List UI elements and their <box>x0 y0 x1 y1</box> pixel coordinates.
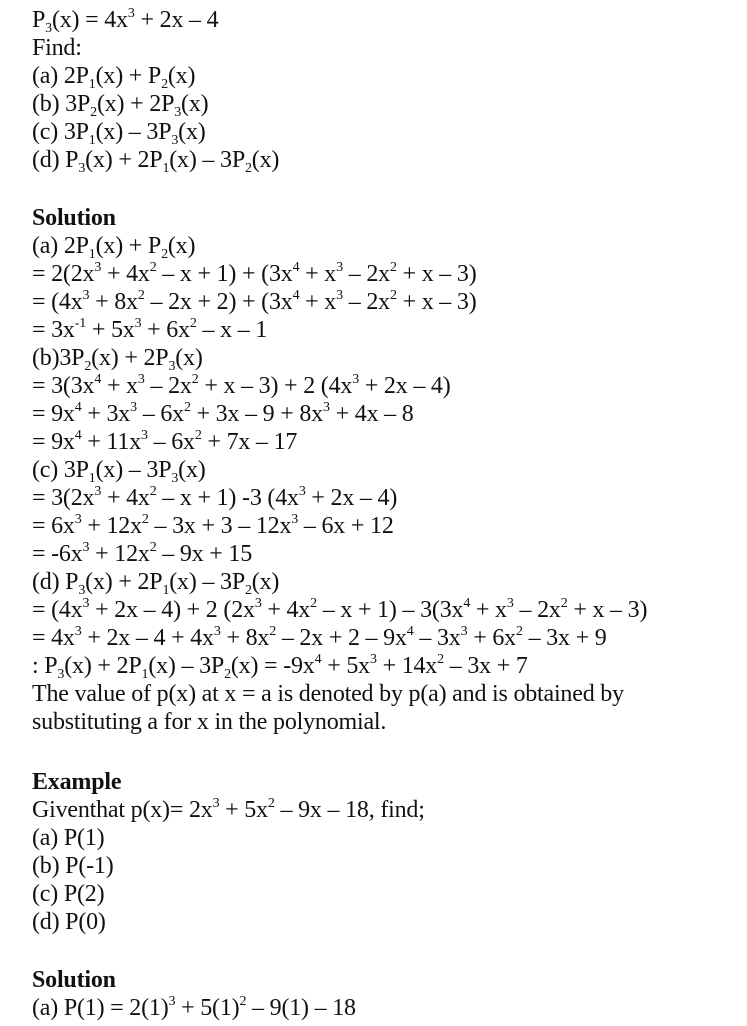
text-run: – x + 1) + (3x <box>156 261 293 287</box>
text-run: – 9x + 15 <box>156 541 253 567</box>
text-run: = (4x <box>32 289 83 315</box>
text-run: (x) <box>251 147 280 173</box>
text-run: P <box>32 7 46 33</box>
section-heading <box>32 966 116 994</box>
text-line <box>32 880 104 908</box>
text-run: + x – 3) <box>396 289 477 315</box>
text-run: – 2x <box>513 597 561 623</box>
subscript: 1 <box>88 247 96 262</box>
text-line <box>32 652 528 680</box>
exponent: 3 <box>137 372 145 387</box>
text-run: (x) <box>178 119 206 145</box>
text-line <box>32 260 477 288</box>
text-run: (x) – 3P <box>95 457 172 483</box>
exponent: 2 <box>149 260 157 275</box>
text-run: + 2x – 4 <box>134 7 219 33</box>
text-run: + 4x <box>101 485 150 511</box>
text-run: (x) + 2P <box>96 91 175 117</box>
text-run: + x – 3) <box>567 597 648 623</box>
text-run: (x) – 3P <box>148 653 225 679</box>
exponent: 4 <box>74 428 82 443</box>
subscript: 3 <box>45 21 52 36</box>
text-run: + x <box>299 261 337 287</box>
exponent: 3 <box>506 596 514 611</box>
exponent: 3 <box>460 624 468 639</box>
text-run: + 5x <box>86 317 135 343</box>
text-run: (x) + 2P <box>64 653 142 679</box>
text-line <box>32 568 279 596</box>
exponent: 3 <box>82 596 90 611</box>
text-run: (a) 2P <box>32 63 89 89</box>
subscript: 2 <box>90 105 97 120</box>
text-run: = 9x <box>32 429 75 455</box>
text-run: (a) P(1) <box>32 825 105 851</box>
text-run: + x <box>101 373 138 399</box>
subscript: 2 <box>161 247 168 262</box>
text-line <box>32 372 451 400</box>
text-line <box>32 62 195 90</box>
exponent: 3 <box>298 484 306 499</box>
exponent: 3 <box>82 288 90 303</box>
subscript: 2 <box>84 359 92 374</box>
text-run: (x) + P <box>95 63 162 89</box>
text-run: Solution <box>32 205 116 231</box>
exponent: 4 <box>406 624 414 639</box>
text-run: + 5(1) <box>175 995 240 1021</box>
text-line <box>32 994 356 1022</box>
subscript: 2 <box>224 667 231 682</box>
text-run: (x) = 4x <box>51 7 128 33</box>
exponent: 3 <box>213 624 221 639</box>
exponent: 2 <box>149 540 157 555</box>
text-run: + x – 3) + 2 (4x <box>198 373 353 399</box>
text-run: + 4x – 8 <box>329 401 414 427</box>
exponent: 3 <box>369 652 377 667</box>
text-run: (x) – 3P <box>95 119 172 145</box>
exponent: 2 <box>183 400 191 415</box>
exponent: 4 <box>314 652 322 667</box>
exponent: 3 <box>130 400 137 415</box>
exponent: 2 <box>239 994 247 1009</box>
text-run: (x) – 3P <box>169 147 245 173</box>
exponent: 3 <box>127 6 135 21</box>
text-run: + 5x <box>321 653 370 679</box>
text-run: + x <box>299 289 337 315</box>
text-run: – 3x <box>413 625 461 651</box>
text-run: (b) P(-1) <box>32 853 114 879</box>
text-run: – 3x + 7 <box>443 653 528 679</box>
text-line <box>32 6 218 34</box>
exponent: 4 <box>94 372 102 387</box>
subscript: 3 <box>57 667 65 682</box>
text-line <box>32 540 252 568</box>
text-run: – 6x + 12 <box>298 513 394 539</box>
exponent: 3 <box>134 316 142 331</box>
text-run: + 14x <box>376 653 438 679</box>
exponent: 2 <box>560 596 568 611</box>
text-line <box>32 400 414 428</box>
text-run: + 6x <box>467 625 516 651</box>
exponent: 2 <box>269 624 277 639</box>
text-run: + 2x – 4 + 4x <box>81 625 214 651</box>
subscript: 3 <box>78 161 86 176</box>
exponent: 3 <box>323 400 330 415</box>
exponent: 3 <box>291 512 299 527</box>
exponent: 2 <box>191 372 199 387</box>
text-line <box>32 852 114 880</box>
exponent: 2 <box>389 288 397 303</box>
text-run: (x) + 2P <box>91 345 169 371</box>
text-run: (x) – 3P <box>169 569 245 595</box>
text-run: (x) <box>181 91 209 117</box>
text-run: = -6x <box>32 541 83 567</box>
text-run: (x) <box>167 63 196 89</box>
text-line <box>32 484 397 512</box>
text-run: + x <box>470 597 507 623</box>
exponent: 4 <box>292 260 300 275</box>
subscript: 1 <box>162 583 170 598</box>
text-run: Find: <box>32 35 82 61</box>
text-line <box>32 146 279 174</box>
subscript: 1 <box>88 471 96 486</box>
text-run: + 4x <box>261 597 311 623</box>
text-line <box>32 288 477 316</box>
text-run: = 3(3x <box>32 373 95 399</box>
text-run: + x – 3) <box>396 261 477 287</box>
text-run: = 4x <box>32 625 75 651</box>
text-run: (d) P(0) <box>32 909 106 935</box>
exponent: 3 <box>254 596 262 611</box>
exponent: 2 <box>194 428 202 443</box>
text-line <box>32 796 425 824</box>
exponent: 3 <box>141 428 148 443</box>
subscript: 2 <box>161 77 168 92</box>
exponent: 3 <box>336 260 343 275</box>
text-run: + 2x – 4) <box>305 485 398 511</box>
text-run: – 2x <box>342 289 390 315</box>
section-heading <box>32 768 121 796</box>
text-run: – 9x – 18, find; <box>274 797 425 823</box>
text-run: (x) + P <box>95 233 162 259</box>
text-run: (x) = -9x <box>230 653 315 679</box>
text-line <box>32 824 104 852</box>
text-run: – x – 1 <box>196 317 268 343</box>
subscript: 3 <box>171 471 179 486</box>
text-run: (a) 2P <box>32 233 89 259</box>
text-run: + 2x – 4) <box>359 373 451 399</box>
subscript: 3 <box>174 105 182 120</box>
exponent: 2 <box>141 512 149 527</box>
text-run: (x) + 2P <box>85 569 163 595</box>
subscript: 2 <box>244 161 252 176</box>
text-line <box>32 512 394 540</box>
exponent: 3 <box>352 372 359 387</box>
text-line <box>32 34 82 62</box>
text-run: = 9x <box>32 401 75 427</box>
text-run: (x) <box>167 233 196 259</box>
text-line <box>32 118 206 146</box>
text-run: : P <box>32 653 58 679</box>
text-run: (x) <box>175 345 203 371</box>
text-run: + 11x <box>81 429 142 455</box>
exponent: -1 <box>74 316 87 331</box>
exponent: 3 <box>336 288 343 303</box>
text-run: = 3(2x <box>32 485 95 511</box>
exponent: 2 <box>310 596 317 611</box>
text-line <box>32 596 647 624</box>
text-run: (c) 3P <box>32 119 89 145</box>
text-run: + 2x – 4) + 2 (2x <box>89 597 255 623</box>
text-line <box>32 708 386 736</box>
text-run: Solution <box>32 967 116 993</box>
text-run: = 2(2x <box>32 261 95 287</box>
text-line <box>32 316 267 344</box>
text-run: + 5x <box>219 797 268 823</box>
text-line <box>32 680 624 708</box>
text-run: + 6x <box>141 317 190 343</box>
text-run: + 3x – 9 + 8x <box>190 401 324 427</box>
exponent: 4 <box>292 288 300 303</box>
text-run: = 3x <box>32 317 75 343</box>
text-run: The value of p(x) at x = a is denoted by p(a) and is obtained by <box>32 681 624 707</box>
exponent: 3 <box>74 512 82 527</box>
text-run: (x) + 2P <box>85 147 163 173</box>
text-line <box>32 456 206 484</box>
text-run: + 4x <box>101 261 150 287</box>
text-run: substituting a for x in the polynomial. <box>32 709 387 735</box>
exponent: 2 <box>515 624 523 639</box>
text-run: (b)3P <box>32 345 85 371</box>
exponent: 3 <box>212 796 220 811</box>
text-run: (d) P <box>32 147 79 173</box>
subscript: 1 <box>88 133 96 148</box>
exponent: 3 <box>94 484 102 499</box>
exponent: 2 <box>389 260 397 275</box>
text-run: – 2x + 2) + (3x <box>144 289 293 315</box>
subscript: 1 <box>88 77 96 92</box>
exponent: 2 <box>149 484 157 499</box>
text-line <box>32 428 297 456</box>
text-run: + 12x <box>89 541 150 567</box>
text-run: = 6x <box>32 513 75 539</box>
exponent: 2 <box>189 316 197 331</box>
exponent: 2 <box>137 288 145 303</box>
text-run: (c) 3P <box>32 457 89 483</box>
text-run: – 2x + 2 – 9x <box>276 625 407 651</box>
subscript: 1 <box>162 161 170 176</box>
text-run: (x) <box>251 569 280 595</box>
exponent: 3 <box>82 540 90 555</box>
subscript: 1 <box>141 667 149 682</box>
text-run: (b) 3P <box>32 91 91 117</box>
text-run: (d) P <box>32 569 79 595</box>
text-run: – 2x <box>144 373 192 399</box>
text-line <box>32 90 208 118</box>
text-run: (x) <box>178 457 206 483</box>
text-run: – x + 1) -3 (4x <box>156 485 299 511</box>
text-run: – 3x + 9 <box>522 625 607 651</box>
subscript: 3 <box>168 359 176 374</box>
text-line <box>32 232 195 260</box>
text-run: – 2x <box>342 261 390 287</box>
exponent: 2 <box>437 652 444 667</box>
text-run: Example <box>32 769 122 795</box>
text-run: + 12x <box>81 513 142 539</box>
exponent: 4 <box>463 596 471 611</box>
text-run: (a) P(1) = 2(1) <box>32 995 169 1021</box>
text-run: + 8x <box>89 289 138 315</box>
text-run: – x + 1) – 3(3x <box>316 597 464 623</box>
exponent: 4 <box>74 400 82 415</box>
subscript: 3 <box>171 133 179 148</box>
exponent: 3 <box>168 994 176 1009</box>
text-run: + 7x – 17 <box>201 429 298 455</box>
text-run: – 3x + 3 – 12x <box>148 513 292 539</box>
exponent: 3 <box>74 624 82 639</box>
text-line <box>32 624 607 652</box>
exponent: 3 <box>94 260 102 275</box>
text-run: – 6x <box>136 401 184 427</box>
text-run: = (4x <box>32 597 83 623</box>
subscript: 3 <box>78 583 86 598</box>
text-line <box>32 908 106 936</box>
subscript: 2 <box>244 583 252 598</box>
text-run: – 9(1) – 18 <box>246 995 356 1021</box>
text-run: – 6x <box>147 429 195 455</box>
text-run: + 8x <box>220 625 270 651</box>
text-line <box>32 344 203 372</box>
text-run: Giventhat p(x)= 2x <box>32 797 213 823</box>
text-run: + 3x <box>81 401 131 427</box>
exponent: 2 <box>267 796 275 811</box>
text-run: (c) P(2) <box>32 881 105 907</box>
section-heading <box>32 204 116 232</box>
